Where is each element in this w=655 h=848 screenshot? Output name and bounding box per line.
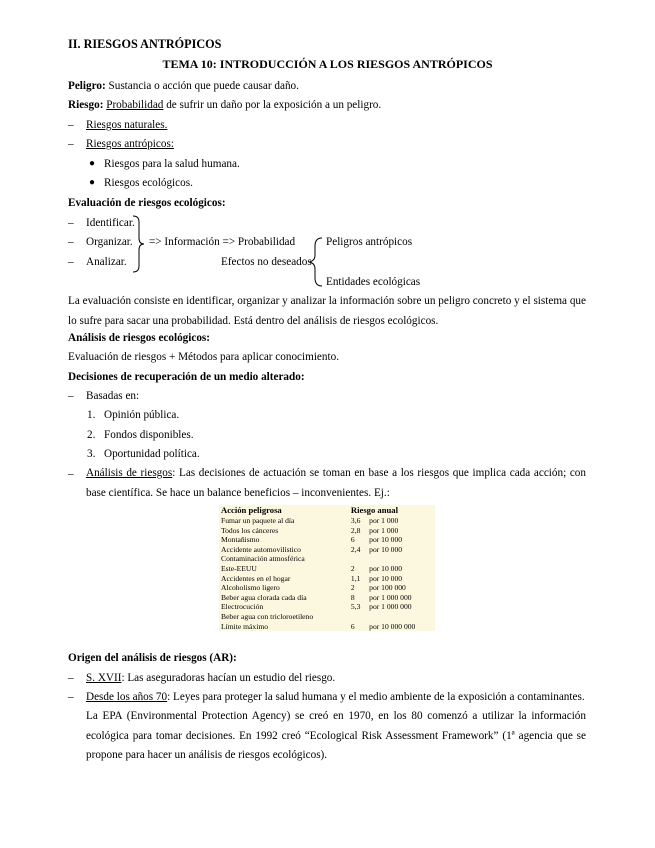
origen-heading: Origen del análisis de riesgos (AR): — [68, 652, 237, 664]
item-number: 2. — [87, 429, 96, 441]
epa-paragraph: La EPA (Environmental Protection Agency) se creó en 1970, en los 80 comenzó a utilizar la información ecológica para tomar decisiones. En 1992 creó “Ecological Risk Assessment Framework” (1ª agencia que se propone para hacer un análisis de riesgos ecológicos). — [86, 710, 586, 762]
unidad-cell: por 10 000 000 — [369, 621, 416, 631]
evaluacion-paragraph: La evaluación consiste en identificar, organizar y analizar la información sobre un peligro concreto y el sistema que lo sufre para sacar una probabilidad. Está dentro del análisis de riesgos ecológicos. — [68, 295, 586, 327]
table-row — [219, 526, 435, 536]
risk-table — [219, 505, 435, 631]
table-row — [219, 516, 435, 526]
riesgo-cell — [349, 554, 367, 564]
accion-cell: Este-EEUU — [221, 563, 257, 573]
analisis-riesgos-paragraph — [86, 464, 586, 503]
table-row — [219, 545, 435, 555]
riesgo-cell: 2,4 — [350, 544, 361, 554]
dash-marker: – — [68, 390, 74, 402]
riesgo-cell: 2 — [350, 563, 355, 573]
left-brace-icon — [307, 236, 323, 288]
peligro-text: Sustancia o acción que puede causar daño. — [105, 80, 299, 92]
accion-cell: Todos los cánceres — [221, 525, 279, 535]
right-brace-icon — [131, 214, 145, 274]
bullet-marker: ● — [89, 177, 96, 188]
decisiones-heading: Decisiones de recuperación de un medio alterado: — [68, 371, 305, 383]
riesgos-antropicos-link[interactable]: Riesgos antrópicos: — [86, 138, 174, 150]
efectos-no-deseados: Efectos no deseados — [221, 256, 312, 268]
unidad-cell: por 10 000 — [369, 573, 403, 583]
probabilidad-link[interactable]: Probabilidad — [106, 99, 164, 111]
s17-item — [86, 671, 335, 685]
unidad-cell: por 10 000 — [369, 535, 403, 545]
unidad-cell: por 1 000 — [369, 525, 399, 535]
table-row — [219, 564, 435, 574]
bullet-marker: ● — [89, 158, 96, 169]
table-row — [219, 622, 435, 632]
dash-marker: – — [68, 468, 74, 480]
table-row — [219, 574, 435, 584]
analisis-text: Evaluación de riesgos + Métodos para aplicar conocimiento. — [68, 351, 339, 363]
riesgos-naturales-link[interactable]: Riesgos naturales. — [86, 119, 168, 131]
accion-cell: Fumar un paquete al día — [221, 516, 295, 525]
decision-item: Fondos disponibles. — [104, 429, 194, 441]
basadas-en: Basadas en: — [86, 390, 140, 402]
unidad-cell: por 10 000 — [369, 544, 403, 554]
riesgo-text: de sufrir un daño por la exposición a un peligro. — [163, 99, 382, 111]
s70-item — [86, 690, 585, 704]
riesgo-cell: 6 — [350, 621, 355, 631]
riesgo-cell: 2,8 — [350, 525, 361, 535]
evaluacion-step: Analizar. — [86, 256, 127, 268]
accion-cell: Beber agua clorada cada día — [221, 592, 307, 602]
accion-cell: Electrocución — [221, 602, 264, 612]
topic-title: TEMA 10: INTRODUCCIÓN A LOS RIESGOS ANTRÓPICOS — [162, 57, 493, 71]
accion-cell: Contaminación atmosférica — [221, 554, 305, 564]
s17-link[interactable]: S. XVII — [86, 672, 122, 684]
unidad-cell: por 10 000 — [369, 563, 403, 573]
riesgo-cell: 5,3 — [350, 602, 361, 612]
riesgo-cell: 2 — [350, 583, 355, 593]
unidad-cell: por 100 000 — [369, 583, 406, 593]
dash-marker: – — [68, 217, 74, 229]
unidad-cell — [367, 554, 435, 564]
unidad-cell: por 1 000 — [369, 516, 399, 525]
dash-marker: – — [68, 672, 74, 684]
dash-marker: – — [68, 138, 74, 150]
accion-cell: Límite máximo — [221, 621, 269, 631]
riesgo-term: Riesgo: — [68, 99, 104, 111]
decision-item: Opinión pública. — [104, 409, 180, 421]
accion-cell: Alcoholismo ligero — [221, 583, 280, 593]
table-row — [219, 612, 435, 622]
item-number: 3. — [87, 448, 96, 460]
unidad-cell: por 1 000 000 — [369, 602, 412, 612]
analisis-heading: Análisis de riesgos ecológicos: — [68, 332, 211, 344]
dash-marker: – — [68, 119, 74, 131]
section-title: II. RIESGOS ANTRÓPICOS — [68, 37, 222, 51]
accion-cell: Accidentes en el hogar — [221, 573, 291, 583]
s70-link[interactable]: Desde los años 70 — [86, 691, 168, 703]
peligros-antropicos: Peligros antrópicos — [326, 236, 413, 248]
table-row — [219, 535, 435, 545]
peligro-definition — [68, 79, 299, 93]
dash-marker: – — [68, 236, 74, 248]
riesgo-cell: 6 — [350, 535, 355, 545]
analisis-riesgos-text: : Las decisiones de actuación se toman en base a los riesgos que implica cada acción; con base científica. Se hace un balance beneficios – inconvenientes. Ej.: — [86, 467, 586, 499]
dash-marker: – — [68, 691, 74, 703]
antropicos-item: Riesgos ecológicos. — [104, 177, 193, 189]
evaluacion-step: Identificar. — [86, 217, 135, 229]
table-header-row — [219, 505, 435, 516]
dash-marker: – — [68, 256, 74, 268]
riesgo-cell: 8 — [350, 592, 355, 602]
peligro-term: Peligro: — [68, 80, 106, 92]
table-row — [219, 583, 435, 593]
col-riesgo-header: Riesgo anual — [350, 505, 398, 515]
decision-item: Oportunidad política. — [104, 448, 200, 460]
accion-cell: Montañismo — [221, 535, 260, 545]
s17-text: : Las aseguradoras hacían un estudio del riesgo. — [121, 672, 336, 684]
riesgo-cell — [349, 612, 367, 622]
accion-cell: Accidente automovilístico — [221, 544, 301, 554]
unidad-cell: por 1 000 000 — [369, 592, 412, 602]
evaluacion-flow: => Información => Probabilidad — [149, 236, 296, 248]
evaluacion-heading: Evaluación de riesgos ecológicos: — [68, 197, 226, 209]
unidad-cell — [367, 612, 435, 622]
item-number: 1. — [87, 409, 96, 421]
evaluacion-step: Organizar. — [86, 236, 133, 248]
riesgo-cell: 1,1 — [350, 573, 361, 583]
table-row — [219, 602, 435, 612]
analisis-riesgos-link[interactable]: Análisis de riesgos — [86, 467, 173, 479]
s70-text: : Leyes para proteger la salud humana y el medio ambiente de la exposición a contaminantes. — [167, 691, 585, 703]
accion-cell: Beber agua con tricloroetileno — [221, 611, 314, 621]
col-accion-header: Acción peligrosa — [221, 505, 282, 515]
table-row — [219, 554, 435, 564]
table-row — [219, 593, 435, 603]
riesgo-cell: 3,6 — [350, 516, 361, 525]
antropicos-item: Riesgos para la salud humana. — [104, 158, 240, 170]
riesgo-definition — [68, 98, 381, 112]
entidades-ecologicas: Entidades ecológicas — [326, 276, 421, 288]
